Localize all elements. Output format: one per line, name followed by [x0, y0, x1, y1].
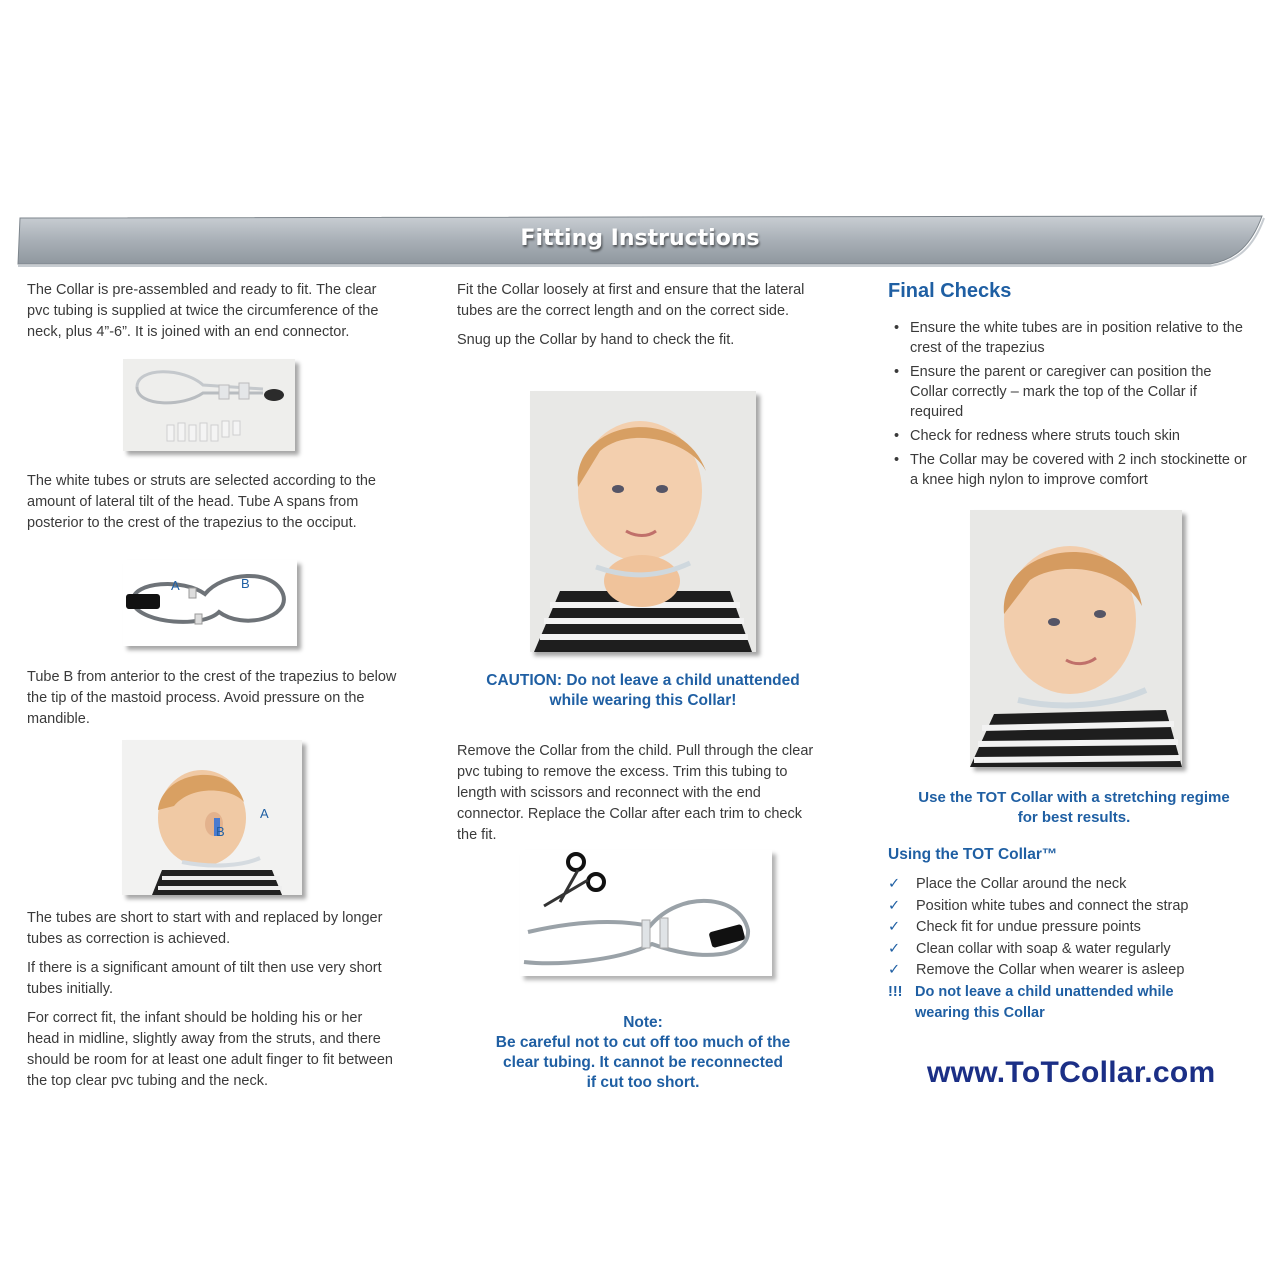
- col2-paragraph-3: Remove the Collar from the child. Pull through the clear pvc tubing to remove the excess. Trim this tubing to length with scissors and reconnect with the end connector. Replace the Collar after each trim to check the fit.: [457, 743, 814, 843]
- final-checks-title: Final Checks: [888, 280, 1012, 302]
- checkmark-icon: ✓: [888, 940, 901, 957]
- scissors-icon: [544, 854, 604, 906]
- checklist-item: [888, 917, 1258, 939]
- banner-title: Fitting Instructions: [520, 226, 760, 251]
- final-check-item: • The Collar may be covered with 2 inch stockinette or a knee high nylon to improve comfort: [890, 450, 1250, 490]
- stretching-tip: [900, 788, 1248, 828]
- checklist-item-label: Remove the Collar when wearer is asleep: [916, 962, 1185, 978]
- child-side-photo: [122, 740, 302, 895]
- col1-paragraph-5: If there is a significant amount of tilt then use very short tubes initially.: [27, 960, 382, 997]
- checkmark-icon: ✓: [888, 876, 901, 892]
- col1-closing-text: [27, 908, 397, 1100]
- checkmark-icon: ✓: [888, 897, 901, 914]
- checklist-item-label: Check fit for undue pressure points: [916, 919, 1141, 935]
- section-banner: [14, 214, 1266, 268]
- website-link[interactable]: www.ToTCollar.com: [927, 1056, 1216, 1089]
- caution-line-2: while wearing this Collar!: [549, 692, 737, 709]
- warning-text: Do not leave a child unattended while wearing this Collar: [915, 984, 1174, 1021]
- checklist-item-label: Place the Collar around the neck: [916, 876, 1127, 892]
- col1-paragraph-2: The white tubes or struts are selected according to the amount of lateral tilt of the head. Tube A spans from posterior to the crest of the trapezius to the occiput.: [27, 473, 376, 531]
- photo-label-a: A: [260, 806, 269, 821]
- note-message: [458, 1013, 828, 1093]
- checkmark-icon: ✓: [888, 919, 901, 935]
- col1-paragraph-4: The tubes are short to start with and replaced by longer tubes as correction is achieved.: [27, 910, 383, 947]
- final-check-item: • Ensure the white tubes are in position relative to the crest of the trapezius: [890, 318, 1250, 358]
- usage-checklist: [888, 874, 1258, 982]
- col1-paragraph-3: Tube B from anterior to the crest of the trapezius to below the tip of the mastoid process. Avoid pressure on the mandible.: [27, 669, 397, 727]
- col1-intro: [27, 280, 397, 351]
- checklist-item: [888, 960, 1258, 982]
- note-title: Note:: [623, 1014, 663, 1031]
- final-check-item: • Check for redness where struts touch skin: [890, 426, 1250, 446]
- tip-line-1: Use the TOT Collar with a stretching regime: [918, 789, 1230, 806]
- final-checks-list: [890, 318, 1250, 494]
- col2-trim-text: [457, 741, 819, 854]
- col1-tube-b-text: [27, 667, 397, 738]
- tube-diagram: [123, 560, 297, 646]
- using-collar-title: Using the TOT Collar™: [888, 846, 1058, 863]
- caution-message: [458, 671, 828, 711]
- checklist-item: [888, 874, 1258, 896]
- child-wearing-collar-photo: [970, 510, 1182, 767]
- checklist-item: [888, 939, 1258, 961]
- col1-struts-text: [27, 471, 397, 542]
- diagram-label-b: B: [241, 576, 250, 591]
- col1-paragraph-6: For correct fit, the infant should be holding his or her head in midline, slightly away from the struts, and there should be room for at least one adult finger to fit between the top clear pvc tubing and the neck.: [27, 1010, 393, 1089]
- checklist-item-label: Clean collar with soap & water regularly: [916, 940, 1171, 957]
- warning-icon: !!!: [888, 984, 903, 1000]
- caution-line-1: CAUTION: Do not leave a child unattended: [486, 672, 800, 689]
- child-front-photo: [530, 391, 756, 652]
- note-line-1: Be careful not to cut off too much of the: [495, 1034, 791, 1051]
- collar-assembly-photo: [123, 359, 295, 451]
- checklist-item: [888, 896, 1258, 918]
- col2-paragraph-2: Snug up the Collar by hand to check the fit.: [457, 332, 735, 348]
- unattended-warning: [888, 982, 1228, 1024]
- diagram-label-a: A: [171, 578, 180, 593]
- checklist-item-label: Position white tubes and connect the strap: [916, 897, 1189, 914]
- checkmark-icon: ✓: [888, 962, 901, 978]
- col2-paragraph-1: Fit the Collar loosely at first and ensure that the lateral tubes are the correct length and on the correct side.: [457, 282, 805, 319]
- col1-paragraph-1: The Collar is pre-assembled and ready to fit. The clear pvc tubing is supplied at twice the circumference of the neck, plus 4”-6”. It is joined with an end connector.: [27, 282, 379, 340]
- col2-intro: [457, 280, 819, 359]
- photo-label-b: B: [216, 824, 225, 839]
- scissors-tubing-illustration: [520, 850, 772, 976]
- note-line-3: if cut too short.: [586, 1074, 700, 1091]
- note-line-2: clear tubing. It cannot be reconnected: [503, 1054, 783, 1071]
- tip-line-2: for best results.: [1017, 809, 1131, 826]
- final-check-item: • Ensure the parent or caregiver can position the Collar correctly – mark the top of the Collar if required: [890, 362, 1250, 422]
